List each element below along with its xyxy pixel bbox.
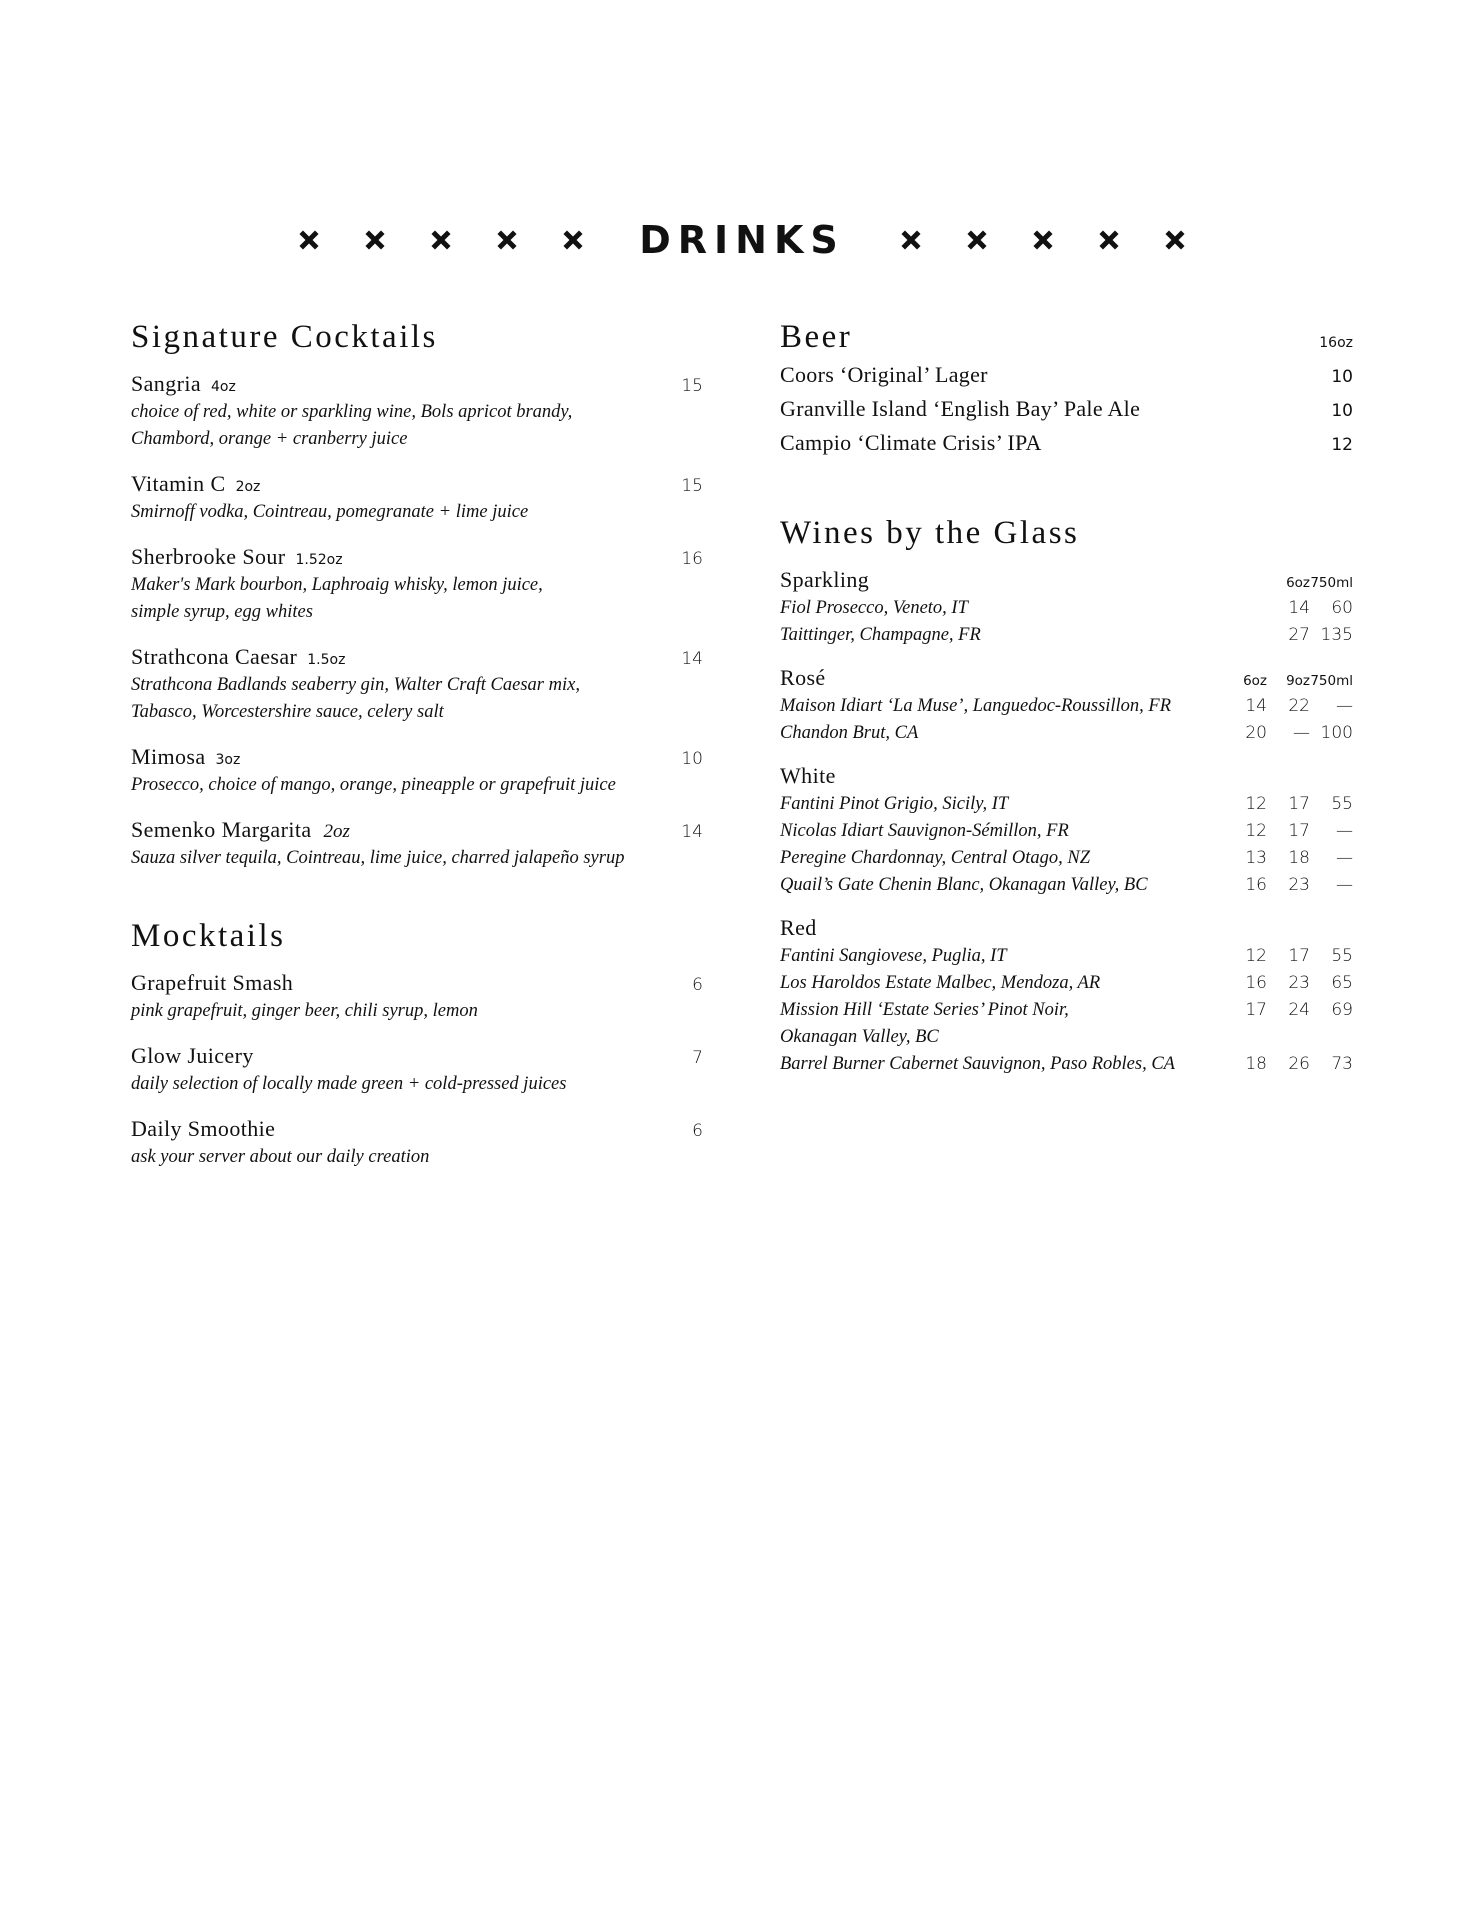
wine-price: —: [1336, 696, 1353, 716]
wines-section: [780, 511, 1353, 1078]
mocktails-section: [131, 914, 703, 1171]
item-description: choice of red, white or sparkling wine, Bols apricot brandy, Chambord, orange + cranberry juice: [131, 402, 573, 449]
wine-price: 55: [1331, 794, 1353, 814]
column-header: 750ml: [1310, 673, 1353, 689]
item-description: ask your server about our daily creation: [131, 1147, 430, 1167]
item-name: Vitamin C: [131, 471, 226, 496]
wine-price: 14: [1245, 696, 1267, 716]
wine-price: 135: [1320, 625, 1353, 645]
wine-price: 12: [1245, 946, 1267, 966]
header-marks-right: [901, 230, 1185, 250]
wine-group-rose: [780, 663, 1353, 747]
item-size: 1.5oz: [307, 652, 346, 668]
wine-name: Maison Idiart ‘La Muse’, Languedoc-Roussillon, FR: [780, 696, 1172, 716]
wine-price: 55: [1331, 946, 1353, 966]
wine-price: 27: [1288, 625, 1310, 645]
item-description: Sauza silver tequila, Cointreau, lime juice, charred jalapeño syrup: [131, 848, 625, 868]
item-price: 6: [692, 1121, 703, 1141]
wine-name: Barrel Burner Cabernet Sauvignon, Paso Robles, CA: [780, 1054, 1175, 1074]
wine-price: 18: [1245, 1054, 1267, 1074]
wine-name: Nicolas Idiart Sauvignon-Sémillon, FR: [780, 821, 1069, 841]
wine-group-title: Red: [780, 915, 817, 940]
wine-group-title: Sparkling: [780, 567, 870, 592]
item-price: 6: [692, 975, 703, 995]
wine-price: 69: [1331, 1000, 1353, 1020]
beer-row: [780, 393, 1353, 427]
item-description: pink grapefruit, ginger beer, chili syrup, lemon: [131, 1001, 478, 1021]
column-header: 6oz: [1286, 575, 1310, 591]
wine-price: 100: [1320, 723, 1353, 743]
wine-group-sparkling: [780, 565, 1353, 649]
wine-price: 17: [1288, 821, 1310, 841]
beer-size-label: 16oz: [1319, 335, 1353, 351]
wine-name: Fantini Pinot Grigio, Sicily, IT: [780, 794, 1009, 814]
column-header: 6oz: [1243, 673, 1267, 689]
menu-item: [131, 469, 703, 526]
item-price: 14: [681, 822, 703, 842]
x-mark-icon: [967, 230, 987, 250]
section-title-wines: Wines by the Glass: [780, 515, 1080, 551]
left-column: [131, 315, 703, 1187]
item-name: Mimosa: [131, 744, 206, 769]
wine-price: 12: [1245, 794, 1267, 814]
menu-item: [131, 815, 703, 872]
item-name: Sangria: [131, 371, 202, 396]
page-title: DRINKS: [639, 218, 845, 262]
wine-name: Fiol Prosecco, Veneto, IT: [780, 598, 968, 618]
item-description: Smirnoff vodka, Cointreau, pomegranate + lime juice: [131, 502, 529, 522]
wine-price: —: [1293, 723, 1310, 743]
wine-price: —: [1336, 875, 1353, 895]
right-column: [780, 315, 1353, 1092]
wine-price: 16: [1245, 973, 1267, 993]
menu-item: [131, 968, 703, 1025]
item-description: Maker's Mark bourbon, Laphroaig whisky, lemon juice, simple syrup, egg whites: [131, 575, 543, 622]
x-mark-icon: [299, 230, 319, 250]
wine-row: [780, 997, 1353, 1051]
wine-name: Los Haroldos Estate Malbec, Mendoza, AR: [780, 973, 1101, 993]
wine-price: —: [1336, 848, 1353, 868]
item-name: Semenko Margarita: [131, 817, 312, 842]
item-price: 7: [692, 1048, 703, 1068]
item-name: Glow Juicery: [131, 1043, 254, 1068]
wine-price: 23: [1288, 973, 1310, 993]
beer-row: [780, 427, 1353, 461]
item-name: Strathcona Caesar: [131, 644, 298, 669]
item-price: 15: [681, 476, 703, 496]
column-header: 9oz: [1286, 673, 1310, 689]
x-mark-icon: [1033, 230, 1053, 250]
item-price: 14: [681, 649, 703, 669]
wine-price: 12: [1245, 821, 1267, 841]
item-size: 4oz: [211, 379, 236, 395]
item-size: 1.52oz: [295, 552, 343, 568]
item-size: 3oz: [215, 752, 241, 768]
beer-name: Campio ‘Climate Crisis’ IPA: [780, 430, 1042, 455]
wine-row: [780, 845, 1353, 872]
x-mark-icon: [563, 230, 583, 250]
x-mark-icon: [901, 230, 921, 250]
x-mark-icon: [1165, 230, 1185, 250]
menu-item: [131, 1041, 703, 1098]
beer-name: Granville Island ‘English Bay’ Pale Ale: [780, 396, 1141, 421]
wine-price: 20: [1245, 723, 1267, 743]
beer-price: 12: [1331, 435, 1353, 455]
item-size: 2oz: [323, 821, 350, 842]
wine-row: [780, 693, 1353, 720]
wine-row: [780, 720, 1353, 747]
wine-group-title: White: [780, 763, 836, 788]
wine-name: Quail’s Gate Chenin Blanc, Okanagan Valley, BC: [780, 875, 1148, 895]
section-title-mocktails: Mocktails: [131, 918, 286, 954]
item-size: 2oz: [235, 479, 261, 495]
wine-price: 14: [1288, 598, 1310, 618]
wine-row: [780, 943, 1353, 970]
x-mark-icon: [365, 230, 385, 250]
wine-group-red: [780, 913, 1353, 1078]
wine-price: 26: [1288, 1054, 1310, 1074]
wine-group-title: Rosé: [780, 665, 826, 690]
wine-price: 17: [1245, 1000, 1267, 1020]
wine-price: 16: [1245, 875, 1267, 895]
wine-price: 23: [1288, 875, 1310, 895]
item-name: Daily Smoothie: [131, 1116, 276, 1141]
wine-price: 13: [1245, 848, 1267, 868]
wine-price: 18: [1288, 848, 1310, 868]
wine-price: 65: [1331, 973, 1353, 993]
x-mark-icon: [497, 230, 517, 250]
x-mark-icon: [1099, 230, 1119, 250]
wine-price: 73: [1331, 1054, 1353, 1074]
wine-name: Peregine Chardonnay, Central Otago, NZ: [780, 848, 1091, 868]
beer-price: 10: [1331, 367, 1353, 387]
wine-row: [780, 1051, 1353, 1078]
wine-price: 60: [1331, 598, 1353, 618]
wine-name: Fantini Sangiovese, Puglia, IT: [780, 946, 1007, 966]
section-title-signature-cocktails: Signature Cocktails: [131, 319, 438, 355]
beer-name: Coors ‘Original’ Lager: [780, 362, 988, 387]
item-description: daily selection of locally made green + cold-pressed juices: [131, 1074, 567, 1094]
item-description: Prosecco, choice of mango, orange, pineapple or grapefruit juice: [131, 775, 616, 795]
menu-item: [131, 642, 703, 726]
menu-item: [131, 369, 703, 453]
beer-price: 10: [1331, 401, 1353, 421]
wine-row: [780, 970, 1353, 997]
item-name: Sherbrooke Sour: [131, 544, 286, 569]
wine-price: 24: [1288, 1000, 1310, 1020]
wine-row: [780, 872, 1353, 899]
wine-price: 17: [1288, 794, 1310, 814]
menu-item: [131, 1114, 703, 1171]
item-price: 10: [681, 749, 703, 769]
wine-price: —: [1336, 821, 1353, 841]
wine-price: 22: [1288, 696, 1310, 716]
wine-name: Chandon Brut, CA: [780, 723, 919, 743]
menu-item: [131, 742, 703, 799]
wine-price: 17: [1288, 946, 1310, 966]
wine-row: [780, 818, 1353, 845]
wine-group-white: [780, 761, 1353, 899]
menu-header: [0, 210, 1484, 270]
item-name: Grapefruit Smash: [131, 970, 294, 995]
wine-row: [780, 791, 1353, 818]
beer-row: [780, 359, 1353, 393]
item-description: Strathcona Badlands seaberry gin, Walter Craft Caesar mix, Tabasco, Worcestershire sauce, celery salt: [131, 675, 580, 722]
menu-item: [131, 542, 703, 626]
item-price: 15: [681, 376, 703, 396]
x-mark-icon: [431, 230, 451, 250]
header-marks-left: [299, 230, 583, 250]
wine-row: [780, 595, 1353, 622]
beer-header: [780, 315, 1353, 359]
wine-name: Taittinger, Champagne, FR: [780, 625, 981, 645]
section-title-beer: Beer: [780, 319, 853, 355]
item-price: 16: [681, 549, 703, 569]
column-header: 750ml: [1310, 575, 1353, 591]
wine-name: Mission Hill ‘Estate Series’ Pinot Noir, Okanagan Valley, BC: [780, 1000, 1069, 1047]
wine-row: [780, 622, 1353, 649]
